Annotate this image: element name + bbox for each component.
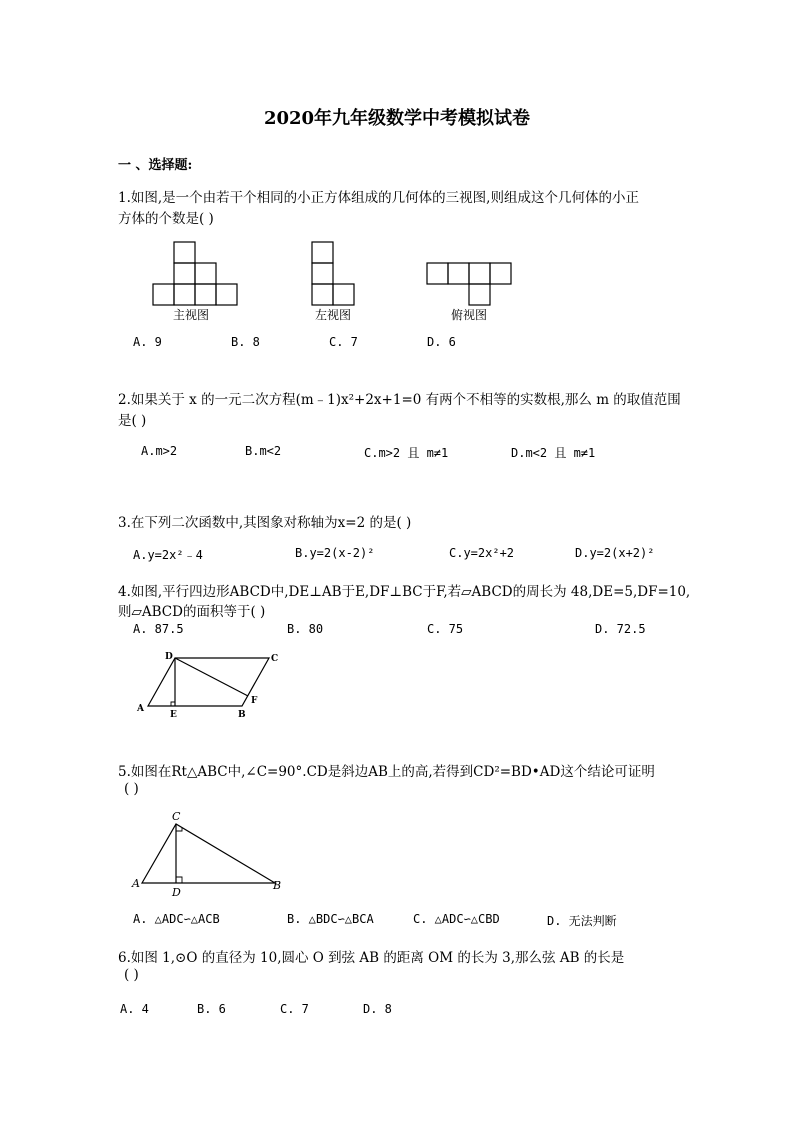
q3-option-c: C.y=2x²+2 [449, 546, 515, 560]
q5-text-line1: 5.如图在Rt△ABC中,∠C=90°.CD是斜边AB上的高,若得到CD²=BD•AD这个结论可证明 [118, 764, 655, 780]
q3-option-d: D.y=2(x+2)² [575, 546, 655, 560]
q6-option-d: D. 8 [363, 1002, 392, 1016]
q4-option-d: D. 72.5 [595, 622, 646, 636]
section-heading: 一 、选择题: [118, 158, 193, 173]
q3-text-line1: 3.在下列二次函数中,其图象对称轴为x=2 的是( ) [118, 515, 412, 531]
q1-text-line2: 方体的个数是( ) [118, 211, 214, 227]
label-c: C [172, 810, 181, 823]
label-b: B [273, 879, 282, 892]
q4-text-line2: 则▱ABCD的面积等于( ) [118, 604, 266, 620]
q5-option-d: D. 无法判断 [547, 914, 617, 928]
q5-option-a: A. △ADC∽△ACB [133, 912, 220, 926]
q5-text-line2: ( ) [124, 781, 139, 797]
q1-option-d: D. 6 [427, 335, 456, 349]
caption-left-view: 左视图 [315, 308, 352, 322]
q6-option-b: B. 6 [197, 1002, 226, 1016]
q6-option-c: C. 7 [280, 1002, 309, 1016]
top-view [427, 263, 511, 305]
caption-top-view: 俯视图 [451, 308, 488, 322]
left-view [312, 242, 354, 305]
label-e: E [170, 710, 177, 720]
label-a: A [132, 877, 140, 890]
q4-text-line1: 4.如图,平行四边形ABCD中,DE⊥AB于E,DF⊥BC于F,若▱ABCD的周长为 48,DE=5,DF=10, [118, 584, 691, 600]
parallelogram-figure [133, 645, 293, 723]
front-view [153, 242, 237, 305]
q2-option-b: B.m<2 [245, 444, 282, 458]
q2-text-line1: 2.如果关于 x 的一元二次方程(m﹣1)x²+2x+1=0 有两个不相等的实数根,那么 m 的取值范围 [118, 392, 681, 408]
label-f: F [251, 696, 258, 706]
q5-option-c: C. △ADC∽△CBD [413, 912, 500, 926]
q3-option-a: A.y=2x²﹣4 [133, 548, 203, 562]
q1-option-c: C. 7 [329, 335, 358, 349]
label-b: B [238, 710, 246, 720]
q2-text-line2: 是( ) [118, 413, 147, 429]
q1-option-b: B. 8 [231, 335, 260, 349]
label-d: D [165, 652, 173, 662]
q6-option-a: A. 4 [120, 1002, 149, 1016]
label-d: D [172, 886, 181, 897]
q1-option-a: A. 9 [133, 335, 162, 349]
three-view-figure [148, 238, 528, 310]
label-a: A [137, 704, 144, 714]
q2-option-d: D.m<2 且 m≠1 [511, 446, 596, 460]
q4-option-b: B. 80 [287, 622, 324, 636]
page-title: 2020年九年级数学中考模拟试卷 [263, 108, 531, 129]
q6-text-line1: 6.如图 1,⊙O 的直径为 10,圆心 O 到弦 AB 的距离 OM 的长为 3,那么弦 AB 的长是 [118, 950, 625, 966]
q2-option-a: A.m>2 [141, 444, 178, 458]
q6-text-line2: ( ) [124, 967, 139, 983]
q4-option-c: C. 75 [427, 622, 464, 636]
caption-front-view: 主视图 [173, 308, 210, 322]
right-triangle-figure [130, 807, 290, 897]
q4-option-a: A. 87.5 [133, 622, 184, 636]
q5-option-b: B. △BDC∽△BCA [287, 912, 374, 926]
label-c: C [271, 654, 279, 664]
q1-text-line1: 1.如图,是一个由若干个相同的小正方体组成的几何体的三视图,则组成这个几何体的小正 [118, 190, 639, 206]
q3-option-b: B.y=2(x-2)² [295, 546, 375, 560]
q2-option-c: C.m>2 且 m≠1 [364, 446, 449, 460]
